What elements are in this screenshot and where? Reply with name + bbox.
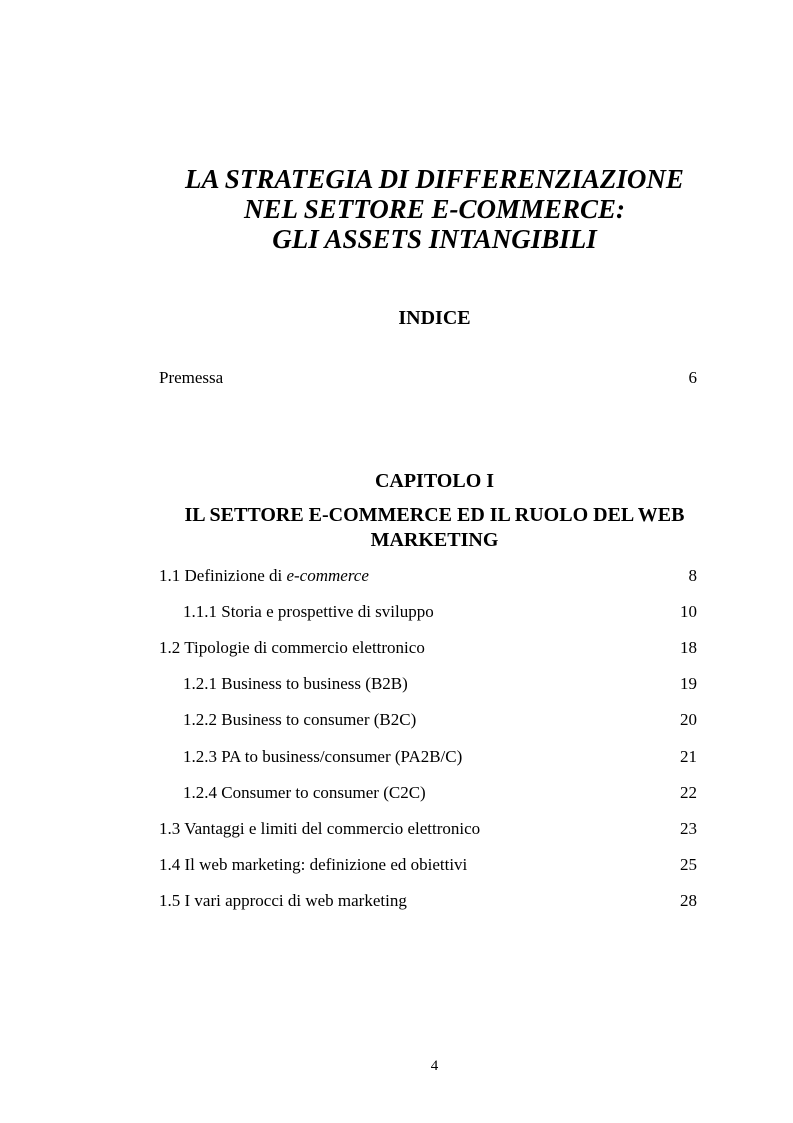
toc-label: 1.2.1 Business to business (B2B) [183, 674, 408, 693]
toc-entry [159, 781, 697, 805]
toc-label: 1.2.4 Consumer to consumer (C2C) [183, 783, 426, 802]
title-line-2: NEL SETTORE E-COMMERCE: [243, 194, 626, 224]
toc-entry [159, 745, 697, 769]
toc-entry [159, 853, 697, 877]
toc-page-number: 28 [680, 891, 697, 910]
toc-label: 1.1.1 Storia e prospettive di sviluppo [183, 602, 434, 621]
chapter-title [0, 503, 793, 553]
toc-page-number: 20 [680, 710, 697, 729]
toc-label: 1.2 Tipologie di commercio elettronico [159, 638, 425, 657]
toc-label: Premessa [159, 368, 224, 387]
toc-page-number: 22 [680, 783, 697, 802]
toc-label: 1.2.3 PA to business/consumer (PA2B/C) [183, 747, 463, 766]
toc-entry [159, 600, 697, 624]
chapter-title-line-2: MARKETING [370, 529, 499, 551]
toc-entry [159, 672, 697, 696]
title-line-1: LA STRATEGIA DI DIFFERENZIAZIONE [185, 164, 684, 194]
toc-label: 1.5 I vari approcci di web marketing [159, 891, 407, 910]
chapter-title-line-1: IL SETTORE E-COMMERCE ED IL RUOLO DEL WEB [184, 504, 685, 526]
toc-page-number: 10 [680, 602, 697, 621]
toc-page-number: 19 [680, 674, 697, 693]
toc-entry [159, 817, 697, 841]
toc-label [159, 564, 369, 588]
chapter-number: CAPITOLO I [374, 470, 495, 492]
toc-page-number: 6 [688, 368, 697, 387]
toc-page-number: 18 [680, 638, 697, 657]
toc-page-number: 21 [680, 747, 697, 766]
toc-page-number: 25 [680, 855, 697, 874]
toc-label: 1.3 Vantaggi e limiti del commercio elettronico [159, 819, 481, 838]
toc-page-number: 8 [688, 566, 697, 585]
toc-page-number: 23 [680, 819, 697, 838]
toc-entry [159, 708, 697, 732]
toc-label: 1.4 Il web marketing: definizione ed obiettivi [159, 855, 468, 874]
toc-entry [159, 564, 697, 588]
toc-entry [159, 889, 697, 913]
toc-label-text: 1.1 Definizione di [159, 566, 287, 585]
document-title [0, 164, 793, 254]
toc-entry-premessa [159, 366, 697, 390]
toc-label-italic: e-commerce [286, 566, 369, 585]
title-line-3: GLI ASSETS INTANGIBILI [272, 224, 597, 254]
index-heading: INDICE [398, 307, 471, 329]
toc-label: 1.2.2 Business to consumer (B2C) [183, 710, 417, 729]
toc-entry [159, 636, 697, 660]
page-number: 4 [430, 1058, 439, 1074]
